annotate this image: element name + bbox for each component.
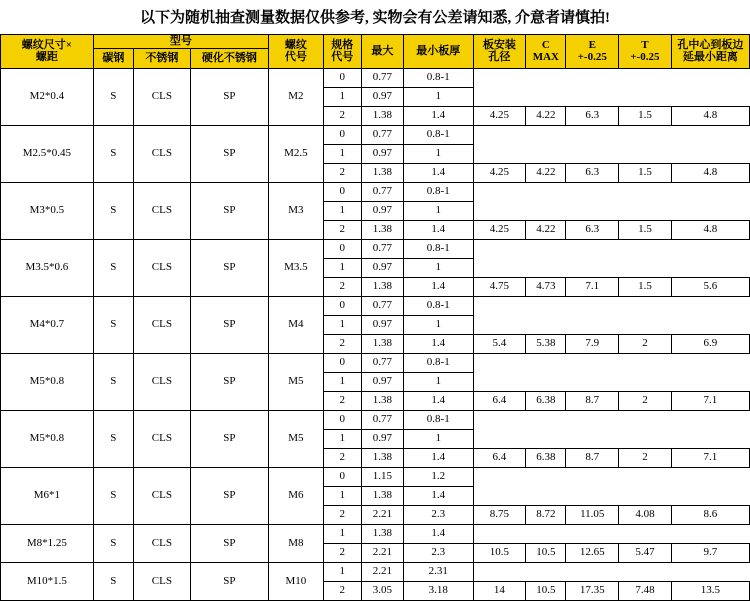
cell-max: 1.38 (361, 486, 403, 505)
cell-plate-mount-hole: 4.75 (473, 277, 526, 296)
cell-min-plate-thickness: 1.4 (403, 220, 473, 239)
cell-max: 0.77 (361, 410, 403, 429)
cell-e: 6.3 (566, 220, 619, 239)
header-hardened-stainless: 硬化不锈钢 (190, 48, 268, 68)
header-thread-code (268, 35, 323, 69)
header-c-line2: MAX (532, 51, 559, 64)
cell-plate-mount-hole: 6.4 (473, 391, 526, 410)
cell-spec-code: 2 (323, 220, 361, 239)
cell-max: 1.38 (361, 334, 403, 353)
cell-stainless: CLS (133, 239, 190, 296)
header-c-line1: C (541, 38, 550, 51)
cell-thread-size: M6*1 (1, 467, 94, 524)
cell-spec-code: 2 (323, 391, 361, 410)
table-row (1, 239, 750, 258)
cell-edge-distance: 4.8 (671, 163, 749, 182)
header-c-max (526, 35, 566, 69)
cell-carbon-steel: S (93, 239, 133, 296)
cell-t: 2 (619, 334, 672, 353)
cell-spec-code: 2 (323, 543, 361, 562)
cell-min-plate-thickness: 1 (403, 87, 473, 106)
cell-max: 2.21 (361, 505, 403, 524)
table-header (1, 35, 750, 69)
cell-plate-mount-hole: 14 (473, 581, 526, 600)
cell-edge-distance: 9.7 (671, 543, 749, 562)
cell-thread-size: M5*0.8 (1, 410, 94, 467)
cell-spec-code: 0 (323, 125, 361, 144)
cell-max: 0.97 (361, 201, 403, 220)
cell-c-max: 4.22 (526, 106, 566, 125)
cell-thread-size: M2.5*0.45 (1, 125, 94, 182)
cell-thread-code: M3.5 (268, 239, 323, 296)
cell-carbon-steel: S (93, 353, 133, 410)
cell-plate-mount-hole: 8.75 (473, 505, 526, 524)
cell-carbon-steel: S (93, 524, 133, 562)
cell-max: 1.38 (361, 163, 403, 182)
cell-carbon-steel: S (93, 296, 133, 353)
header-plate-mount-line1: 板安装 (482, 38, 516, 51)
cell-e: 6.3 (566, 163, 619, 182)
cell-t: 1.5 (619, 106, 672, 125)
cell-thread-code: M5 (268, 353, 323, 410)
table-row (1, 68, 750, 87)
cell-spec-code: 2 (323, 448, 361, 467)
header-thread-size (1, 35, 94, 69)
header-t (619, 35, 672, 69)
cell-c-max: 10.5 (526, 543, 566, 562)
cell-stainless: CLS (133, 467, 190, 524)
cell-min-plate-thickness: 1 (403, 144, 473, 163)
cell-max: 0.97 (361, 87, 403, 106)
cell-spec-code: 0 (323, 410, 361, 429)
header-spec-code-line2: 代号 (331, 51, 354, 64)
cell-e: 7.9 (566, 334, 619, 353)
cell-min-plate-thickness: 1.4 (403, 448, 473, 467)
cell-max: 1.38 (361, 391, 403, 410)
cell-min-plate-thickness: 0.8-1 (403, 68, 473, 87)
cell-spec-code: 0 (323, 353, 361, 372)
cell-plate-mount-hole: 5.4 (473, 334, 526, 353)
table-row (1, 410, 750, 429)
cell-min-plate-thickness: 1.4 (403, 524, 473, 543)
table-row (1, 524, 750, 543)
cell-t: 1.5 (619, 163, 672, 182)
cell-thread-size: M3.5*0.6 (1, 239, 94, 296)
header-spec-code (323, 35, 361, 69)
cell-stainless: CLS (133, 410, 190, 467)
cell-max: 0.77 (361, 182, 403, 201)
cell-spec-code: 0 (323, 68, 361, 87)
cell-carbon-steel: S (93, 467, 133, 524)
cell-t: 7.48 (619, 581, 672, 600)
cell-spec-code: 1 (323, 315, 361, 334)
cell-spec-code: 2 (323, 277, 361, 296)
cell-max: 0.97 (361, 144, 403, 163)
cell-stainless: CLS (133, 68, 190, 125)
cell-t: 1.5 (619, 220, 672, 239)
cell-min-plate-thickness: 0.8-1 (403, 410, 473, 429)
cell-max: 0.97 (361, 372, 403, 391)
cell-min-plate-thickness: 0.8-1 (403, 239, 473, 258)
cell-min-plate-thickness: 1 (403, 258, 473, 277)
cell-edge-distance: 4.8 (671, 220, 749, 239)
cell-e: 11.05 (566, 505, 619, 524)
cell-thread-code: M5 (268, 410, 323, 467)
header-plate-mount-hole (473, 35, 526, 69)
header-row-1 (1, 35, 750, 49)
cell-max: 0.97 (361, 315, 403, 334)
cell-edge-distance: 7.1 (671, 448, 749, 467)
cell-max: 2.21 (361, 543, 403, 562)
cell-e: 17.35 (566, 581, 619, 600)
cell-spec-code: 1 (323, 201, 361, 220)
cell-stainless: CLS (133, 296, 190, 353)
cell-spec-code: 1 (323, 562, 361, 581)
cell-max: 3.05 (361, 581, 403, 600)
header-e-line2: +-0.25 (577, 51, 607, 64)
cell-plate-mount-hole: 6.4 (473, 448, 526, 467)
cell-e: 12.65 (566, 543, 619, 562)
cell-e: 6.3 (566, 106, 619, 125)
cell-edge-distance: 4.8 (671, 106, 749, 125)
cell-max: 1.15 (361, 467, 403, 486)
cell-spec-code: 0 (323, 239, 361, 258)
cell-edge-distance: 13.5 (671, 581, 749, 600)
header-carbon-steel: 碳钢 (93, 48, 133, 68)
cell-spec-code: 2 (323, 505, 361, 524)
cell-thread-code: M6 (268, 467, 323, 524)
cell-thread-size: M4*0.7 (1, 296, 94, 353)
cell-max: 1.38 (361, 448, 403, 467)
cell-hardened-stainless: SP (190, 410, 268, 467)
cell-edge-distance: 7.1 (671, 391, 749, 410)
cell-max: 0.77 (361, 239, 403, 258)
cell-edge-distance: 6.9 (671, 334, 749, 353)
cell-min-plate-thickness: 2.3 (403, 505, 473, 524)
cell-stainless: CLS (133, 562, 190, 600)
cell-spec-code: 1 (323, 372, 361, 391)
cell-spec-code: 1 (323, 258, 361, 277)
cell-spec-code: 1 (323, 524, 361, 543)
cell-spec-code: 1 (323, 429, 361, 448)
header-e-line1: E (588, 38, 596, 51)
table-row (1, 353, 750, 372)
cell-min-plate-thickness: 1.4 (403, 334, 473, 353)
cell-spec-code: 1 (323, 486, 361, 505)
cell-hardened-stainless: SP (190, 353, 268, 410)
cell-max: 0.77 (361, 296, 403, 315)
cell-thread-code: M2 (268, 68, 323, 125)
cell-c-max: 4.22 (526, 220, 566, 239)
cell-thread-size: M10*1.5 (1, 562, 94, 600)
cell-t: 4.08 (619, 505, 672, 524)
cell-spec-code: 2 (323, 334, 361, 353)
cell-thread-code: M2.5 (268, 125, 323, 182)
cell-max: 0.77 (361, 125, 403, 144)
cell-t: 1.5 (619, 277, 672, 296)
specification-table (0, 34, 750, 601)
cell-hardened-stainless: SP (190, 296, 268, 353)
cell-c-max: 5.38 (526, 334, 566, 353)
cell-carbon-steel: S (93, 410, 133, 467)
cell-min-plate-thickness: 1 (403, 372, 473, 391)
cell-min-plate-thickness: 1.4 (403, 277, 473, 296)
cell-min-plate-thickness: 0.8-1 (403, 125, 473, 144)
cell-plate-mount-hole: 4.25 (473, 106, 526, 125)
header-t-line1: T (641, 38, 649, 51)
cell-spec-code: 2 (323, 163, 361, 182)
cell-min-plate-thickness: 1 (403, 315, 473, 334)
header-min-plate-thickness: 最小板厚 (403, 35, 473, 69)
table-row (1, 562, 750, 581)
cell-thread-code: M3 (268, 182, 323, 239)
cell-max: 0.97 (361, 429, 403, 448)
cell-min-plate-thickness: 1 (403, 429, 473, 448)
cell-spec-code: 0 (323, 182, 361, 201)
cell-spec-code: 2 (323, 106, 361, 125)
cell-thread-size: M5*0.8 (1, 353, 94, 410)
cell-max: 0.77 (361, 68, 403, 87)
cell-min-plate-thickness: 1.2 (403, 467, 473, 486)
cell-hardened-stainless: SP (190, 182, 268, 239)
cell-min-plate-thickness: 0.8-1 (403, 296, 473, 315)
cell-e: 7.1 (566, 277, 619, 296)
cell-min-plate-thickness: 1 (403, 201, 473, 220)
cell-thread-code: M8 (268, 524, 323, 562)
cell-hardened-stainless: SP (190, 562, 268, 600)
cell-spec-code: 1 (323, 144, 361, 163)
cell-c-max: 6.38 (526, 391, 566, 410)
cell-e: 8.7 (566, 391, 619, 410)
cell-thread-size: M8*1.25 (1, 524, 94, 562)
cell-max: 0.77 (361, 353, 403, 372)
cell-carbon-steel: S (93, 182, 133, 239)
header-edge-line2: 延最小距离 (682, 51, 738, 64)
cell-thread-code: M4 (268, 296, 323, 353)
cell-carbon-steel: S (93, 68, 133, 125)
header-thread-code-line1: 螺纹 (284, 38, 307, 51)
cell-spec-code: 1 (323, 87, 361, 106)
table-row (1, 296, 750, 315)
cell-min-plate-thickness: 1.4 (403, 106, 473, 125)
cell-max: 1.38 (361, 106, 403, 125)
cell-thread-size: M2*0.4 (1, 68, 94, 125)
cell-c-max: 10.5 (526, 581, 566, 600)
cell-spec-code: 0 (323, 296, 361, 315)
cell-stainless: CLS (133, 125, 190, 182)
cell-stainless: CLS (133, 182, 190, 239)
cell-edge-distance: 8.6 (671, 505, 749, 524)
header-e (566, 35, 619, 69)
cell-c-max: 4.22 (526, 163, 566, 182)
page-notice: 以下为随机抽查测量数据仅供参考, 实物会有公差请知悉, 介意者请慎拍! (140, 10, 610, 26)
table-body (1, 68, 750, 600)
cell-t: 2 (619, 448, 672, 467)
cell-hardened-stainless: SP (190, 524, 268, 562)
cell-thread-code: M10 (268, 562, 323, 600)
cell-c-max: 4.73 (526, 277, 566, 296)
cell-max: 0.97 (361, 258, 403, 277)
cell-min-plate-thickness: 2.3 (403, 543, 473, 562)
cell-min-plate-thickness: 2.31 (403, 562, 473, 581)
cell-hardened-stainless: SP (190, 68, 268, 125)
header-thread-code-line2: 代号 (284, 51, 307, 64)
header-plate-mount-line2: 孔径 (488, 51, 511, 64)
cell-plate-mount-hole: 10.5 (473, 543, 526, 562)
cell-min-plate-thickness: 0.8-1 (403, 182, 473, 201)
cell-carbon-steel: S (93, 125, 133, 182)
cell-min-plate-thickness: 3.18 (403, 581, 473, 600)
cell-stainless: CLS (133, 353, 190, 410)
header-stainless: 不锈钢 (133, 48, 190, 68)
cell-spec-code: 0 (323, 467, 361, 486)
cell-e: 8.7 (566, 448, 619, 467)
cell-min-plate-thickness: 0.8-1 (403, 353, 473, 372)
cell-max: 2.21 (361, 562, 403, 581)
table-row (1, 125, 750, 144)
cell-min-plate-thickness: 1.4 (403, 391, 473, 410)
header-edge-distance (671, 35, 749, 69)
cell-thread-size: M3*0.5 (1, 182, 94, 239)
cell-t: 5.47 (619, 543, 672, 562)
cell-hardened-stainless: SP (190, 239, 268, 296)
cell-min-plate-thickness: 1.4 (403, 486, 473, 505)
table-row (1, 467, 750, 486)
header-max: 最大 (361, 35, 403, 69)
cell-carbon-steel: S (93, 562, 133, 600)
cell-min-plate-thickness: 1.4 (403, 163, 473, 182)
cell-spec-code: 2 (323, 581, 361, 600)
header-edge-line1: 孔中心到板边 (677, 38, 744, 51)
cell-hardened-stainless: SP (190, 125, 268, 182)
header-thread-size-line2: 螺距 (35, 51, 58, 64)
cell-c-max: 6.38 (526, 448, 566, 467)
cell-c-max: 8.72 (526, 505, 566, 524)
cell-max: 1.38 (361, 524, 403, 543)
header-spec-code-line1: 规格 (331, 38, 354, 51)
cell-stainless: CLS (133, 524, 190, 562)
header-thread-size-line1: 螺纹尺寸× (21, 38, 73, 51)
cell-max: 1.38 (361, 277, 403, 296)
table-row (1, 182, 750, 201)
header-t-line2: +-0.25 (630, 51, 660, 64)
cell-max: 1.38 (361, 220, 403, 239)
header-model-group: 型号 (93, 35, 268, 49)
cell-hardened-stainless: SP (190, 467, 268, 524)
cell-plate-mount-hole: 4.25 (473, 220, 526, 239)
cell-edge-distance: 5.6 (671, 277, 749, 296)
cell-plate-mount-hole: 4.25 (473, 163, 526, 182)
cell-t: 2 (619, 391, 672, 410)
